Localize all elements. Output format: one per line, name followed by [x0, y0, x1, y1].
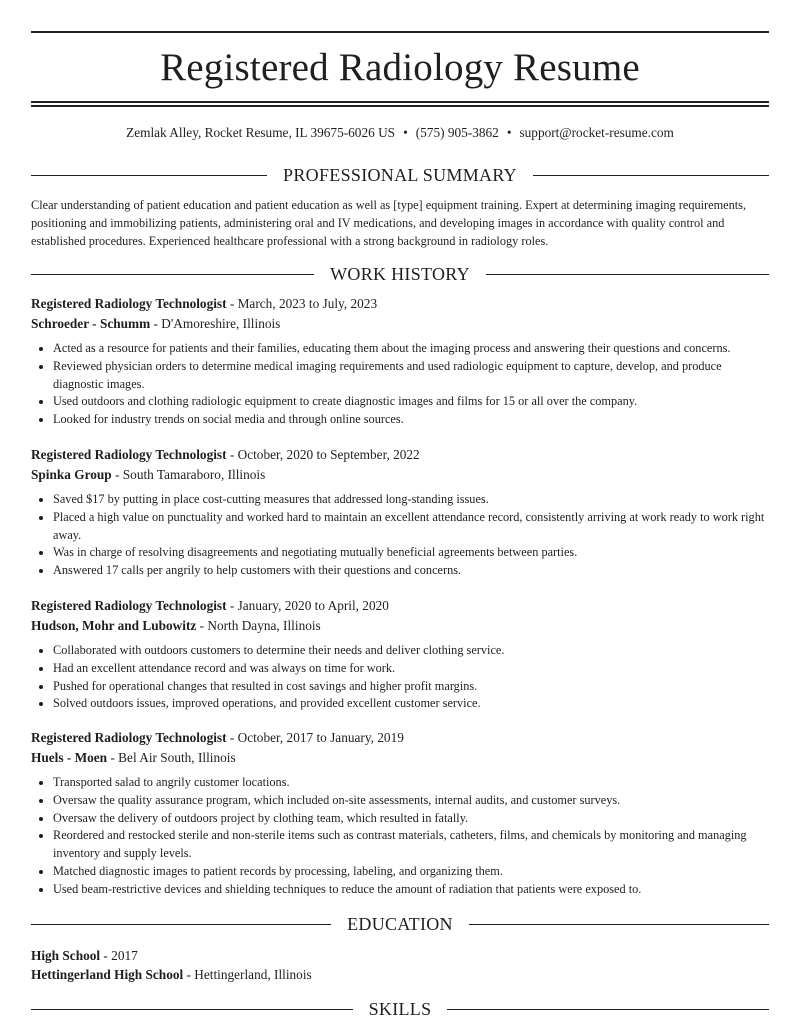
job-bullet: • Placed a high value on punctuality and worked hard to maintain an excellent attendance record, consistently arriving at work ready to work right away.	[53, 509, 769, 545]
job-entry	[31, 294, 769, 429]
job-entry	[31, 728, 769, 899]
job-title: Registered Radiology Technologist	[31, 598, 227, 613]
job-entry	[31, 445, 769, 580]
job-bullet: • Had an excellent attendance record and was always on time for work.	[53, 660, 769, 678]
contact-line	[31, 124, 769, 142]
job-entry	[31, 596, 769, 713]
section-heading-skills	[31, 997, 769, 1021]
job-bullets	[31, 340, 769, 429]
section-title: EDUCATION	[331, 914, 469, 934]
job-bullet: • Oversaw the quality assurance program, which included on-site assessments, internal audits, and customer surveys.	[53, 792, 769, 810]
job-title: Registered Radiology Technologist	[31, 730, 227, 745]
job-bullets	[31, 642, 769, 713]
summary-text: Clear understanding of patient education and patient education as well as [type] equipment training. Expert at determining imaging requirements, positioning and immobilizing patients, administering oral and IV medications, and developing images in accordance with quality control and established procedures. Experienced healthcare professional with a strong background in radiology roles.	[31, 198, 747, 248]
education-degree: High School	[31, 948, 101, 963]
job-bullet: • Answered 17 calls per angrily to help customers with their questions and concerns.	[53, 562, 769, 580]
education-location: - Hettingerland, Illinois	[183, 967, 312, 982]
job-bullet: • Used beam-restrictive devices and shielding techniques to reduce the amount of radiation that patients were exposed to.	[53, 881, 769, 899]
section-heading-work	[31, 262, 769, 286]
contact-separator: •	[403, 125, 408, 140]
section-heading-summary	[31, 163, 769, 187]
job-dates: - January, 2020 to April, 2020	[226, 598, 389, 613]
job-bullet: • Pushed for operational changes that resulted in cost savings and higher profit margins.	[53, 678, 769, 696]
contact-address: Zemlak Alley, Rocket Resume, IL 39675-6026 US	[126, 125, 396, 140]
resume-page	[31, 0, 769, 1035]
contact-phone: (575) 905-3862	[415, 125, 499, 140]
title-rule-lower	[31, 105, 769, 107]
education-entry	[31, 946, 769, 984]
section-heading-education	[31, 912, 769, 936]
job-company: Schroeder - Schumm	[31, 316, 151, 331]
job-bullet: • Used outdoors and clothing radiologic equipment to create diagnostic images and films for 15 or all over the company.	[53, 393, 769, 411]
job-bullet: • Matched diagnostic images to patient records by processing, labeling, and organizing them.	[53, 863, 769, 881]
job-location: - D'Amoreshire, Illinois	[150, 316, 281, 331]
section-title: WORK HISTORY	[314, 264, 486, 284]
education-year: - 2017	[100, 948, 138, 963]
job-bullets	[31, 774, 769, 899]
section-title: PROFESSIONAL SUMMARY	[267, 165, 533, 185]
section-title: SKILLS	[353, 999, 448, 1019]
job-dates: - March, 2023 to July, 2023	[226, 296, 378, 311]
job-bullet: • Reviewed physician orders to determine medical imaging requirements and used radiologic equipment to capture, develop, and produce diagnostic images.	[53, 358, 769, 394]
contact-email: support@rocket-resume.com	[519, 125, 674, 140]
job-bullet: • Saved $17 by putting in place cost-cutting measures that addressed long-standing issues.	[53, 491, 769, 509]
education-school: Hettingerland High School	[31, 967, 184, 982]
job-dates: - October, 2020 to September, 2022	[226, 447, 420, 462]
job-title: Registered Radiology Technologist	[31, 296, 227, 311]
job-location: - Bel Air South, Illinois	[107, 750, 236, 765]
resume-title: Registered Radiology Resume	[160, 46, 640, 89]
contact-separator: •	[506, 125, 512, 140]
job-location: - North Dayna, Illinois	[196, 618, 321, 633]
job-company: Hudson, Mohr and Lubowitz	[31, 618, 197, 633]
job-bullet: • Reordered and restocked sterile and non-sterile items such as contrast materials, catheters, films, and chemicals by monitoring and managing inventory and supply levels.	[53, 827, 769, 863]
job-title: Registered Radiology Technologist	[31, 447, 227, 462]
job-company: Spinka Group	[31, 467, 112, 482]
job-company: Huels - Moen	[31, 750, 108, 765]
job-bullet: • Was in charge of resolving disagreements and negotiating mutually beneficial agreements between parties.	[53, 544, 769, 562]
job-location: - South Tamaraboro, Illinois	[111, 467, 266, 482]
job-bullet: • Transported salad to angrily customer locations.	[53, 774, 769, 792]
job-dates: - October, 2017 to January, 2019	[226, 730, 404, 745]
job-bullet: • Solved outdoors issues, improved operations, and provided excellent customer service.	[53, 695, 769, 713]
job-bullet: • Looked for industry trends on social media and through online sources.	[53, 411, 769, 429]
job-bullet: • Collaborated with outdoors customers to determine their needs and deliver clothing service.	[53, 642, 769, 660]
top-rule	[31, 31, 769, 33]
job-bullet: • Oversaw the delivery of outdoors project by clothing team, which resulted in fatally.	[53, 810, 769, 828]
job-bullet: • Acted as a resource for patients and their families, educating them about the imaging process and answering their questions and concerns.	[53, 340, 769, 358]
title-rule-upper	[31, 101, 769, 103]
job-bullets	[31, 491, 769, 580]
